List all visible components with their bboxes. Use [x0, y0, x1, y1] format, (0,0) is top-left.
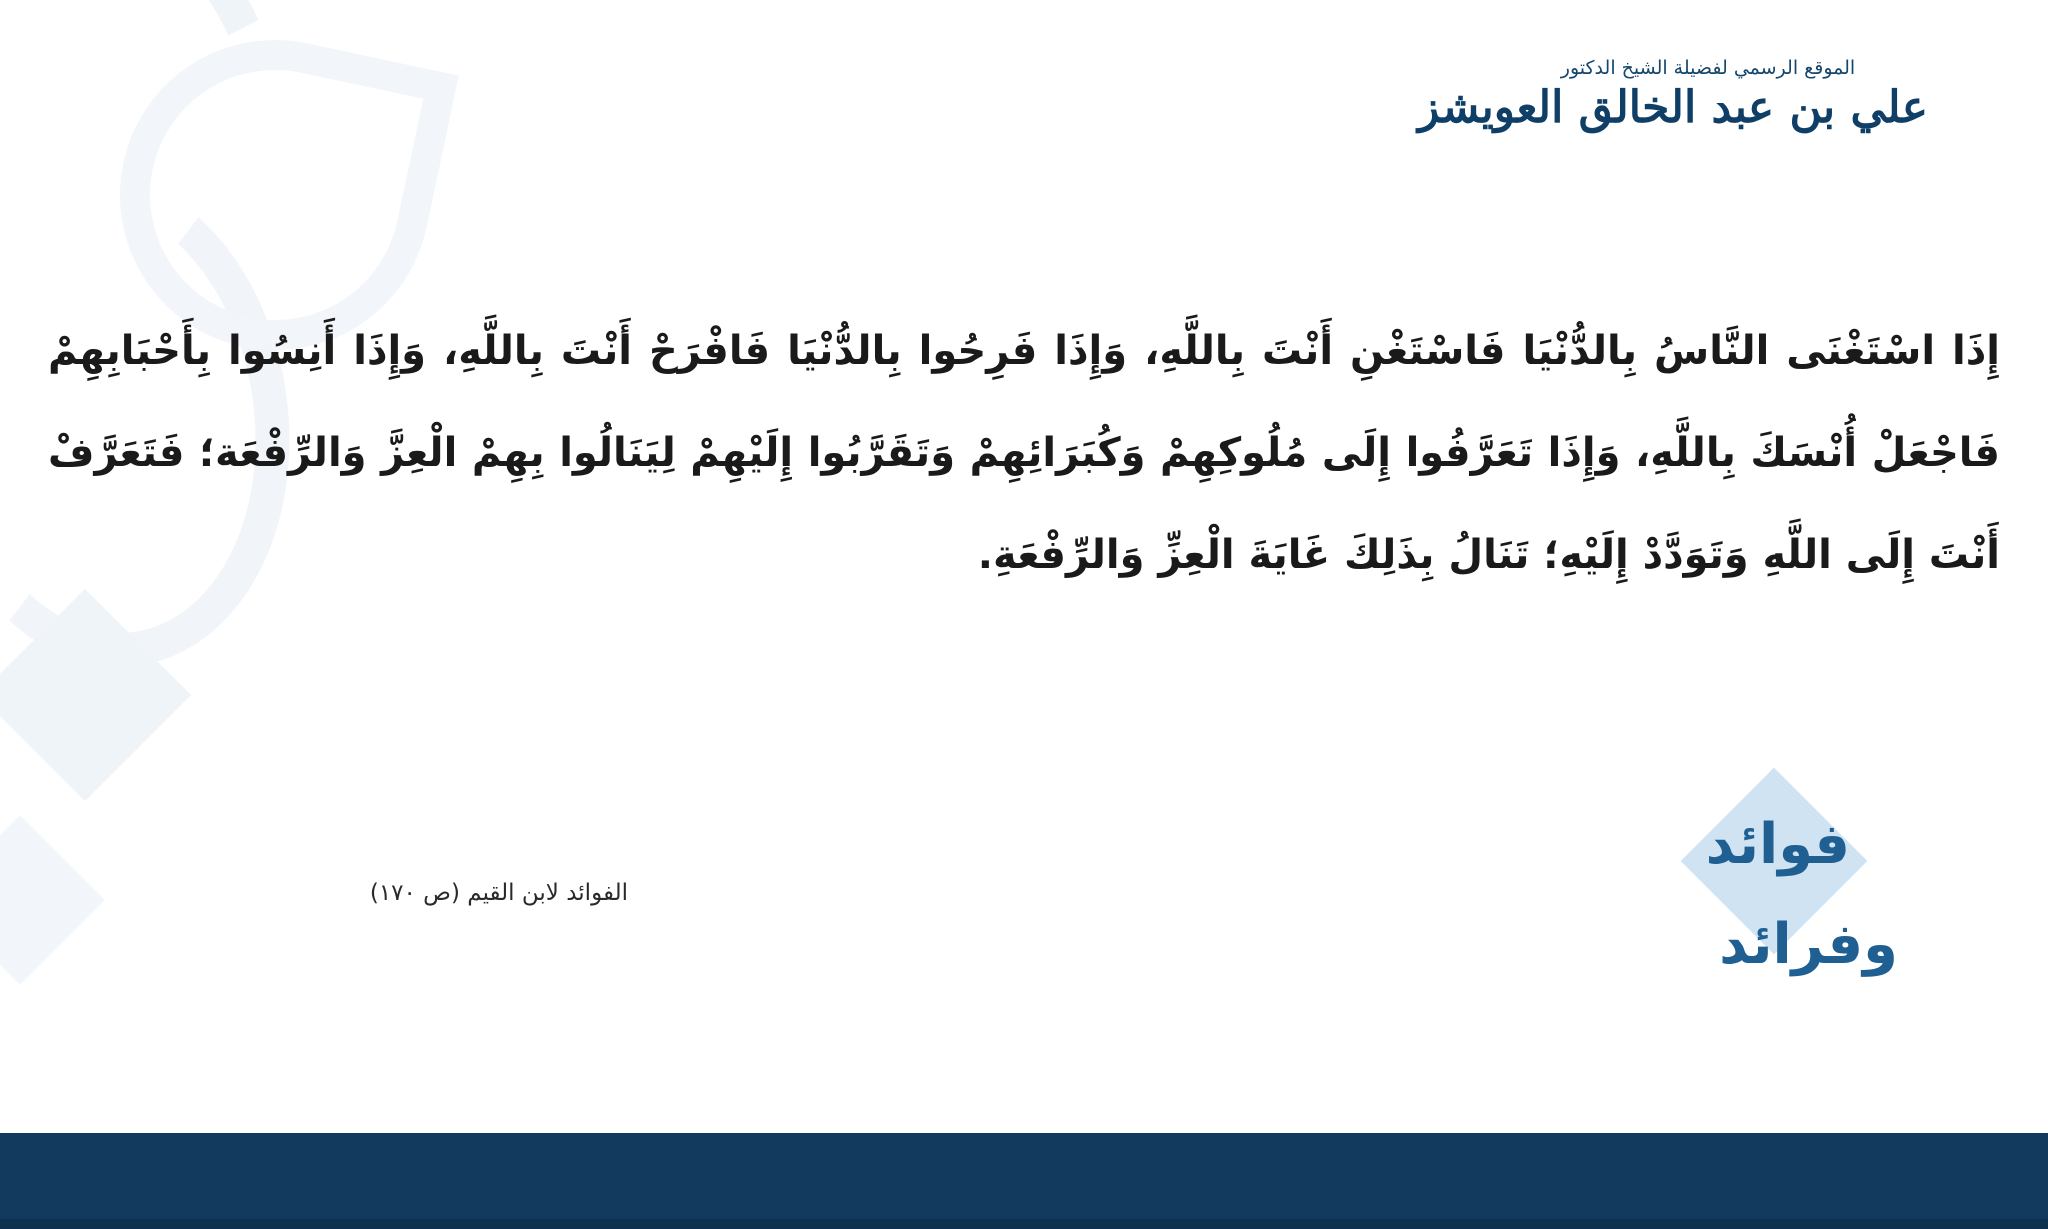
brand-mark — [1628, 789, 1958, 1039]
site-logo — [1417, 57, 1928, 133]
quote-text: إِذَا اسْتَغْنَى النَّاسُ بِالدُّنْيَا فَاسْتَغْنِ أَنْتَ بِاللَّهِ، وَإِذَا فَرِحُوا بِالدُّنْيَا فَافْرَحْ أَنْتَ بِاللَّهِ، وَإِذَا أَنِسُوا بِأَحْبَابِهِمْ فَاجْعَلْ أُنْسَكَ بِاللَّهِ، وَإِذَا تَعَرَّفُوا إِلَى مُلُوكِهِمْ وَكُبَرَائِهِمْ وَتَقَرَّبُوا إِلَيْهِمْ لِيَنَالُوا بِهِمْ الْعِزَّ وَالرِّفْعَة؛ فَتَعَرَّفْ أَنْتَ إِلَى اللَّهِ وَتَوَدَّدْ إِلَيْهِ؛ تَنَالُ بِذَلِكَ غَايَةَ الْعِزِّ وَالرِّفْعَةِ. — [48, 328, 2000, 578]
footer-bar — [0, 1133, 2048, 1229]
footer-spacer — [0, 1115, 2048, 1133]
watermark-diamond-2 — [0, 815, 105, 985]
brand-word-bottom: وفرائد — [1719, 912, 1898, 977]
source-reference: الفوائد لابن القيم (ص ١٧٠) — [369, 880, 628, 906]
site-logo-subtitle: الموقع الرسمي لفضيلة الشيخ الدكتور — [1560, 57, 1856, 79]
site-logo-name: علي بن عبد الخالق العويشز — [1417, 81, 1928, 133]
watermark-diamond-1 — [0, 589, 191, 801]
footer-accent-bar — [0, 1219, 2048, 1229]
brand-word-top: فوائد — [1705, 812, 1850, 877]
